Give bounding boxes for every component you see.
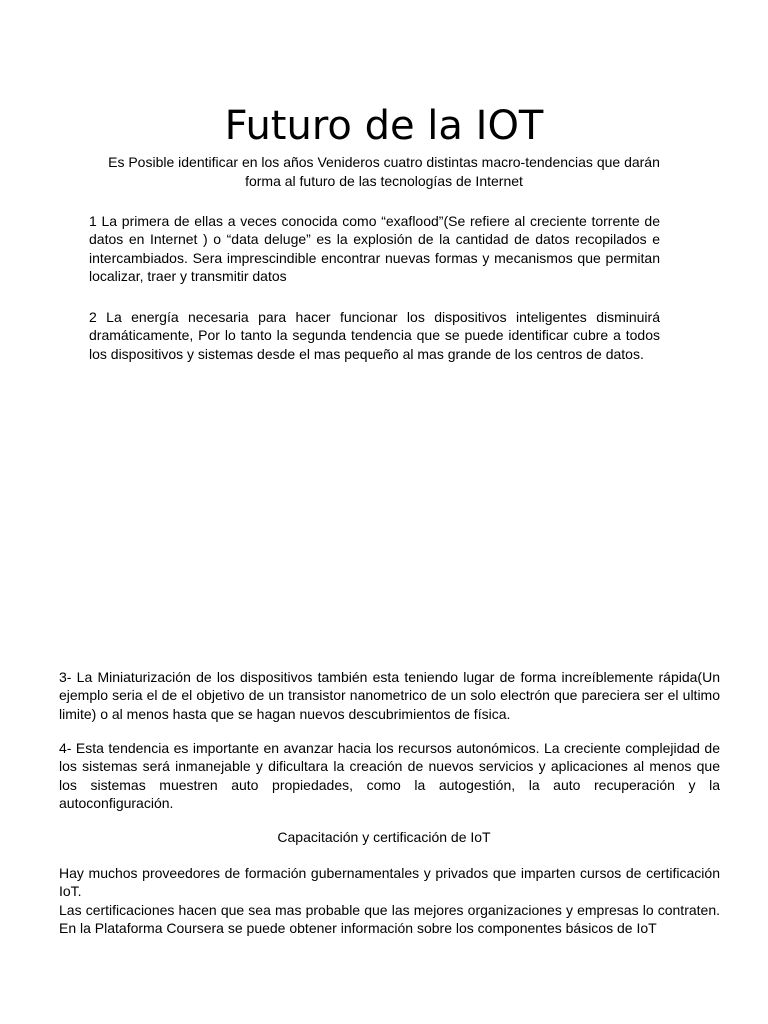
paragraph-trend-1: 1 La primera de ellas a veces conocida como “exaflood”(Se refiere al creciente torrente de datos en Internet ) o “data deluge” es la explosión de la cantidad de datos recopilados e intercambiados. Sera imprescindible encontrar nuevas formas y mecanismos que permitan localizar, traer y transmitir datos bbox=[89, 213, 660, 284]
paragraph-trend-3: 3- La Miniaturización de los dispositivos también esta teniendo lugar de forma increíblemente rápida(Un ejemplo seria el de el objetivo de un transistor nanometrico de un solo electrón que pareciera ser el ultimo limite) o al menos hasta que se hagan nuevos descubrimientos de física. bbox=[59, 669, 720, 722]
closing-section bbox=[59, 864, 720, 937]
paragraph-trend-4: 4- Esta tendencia es importante en avanzar hacia los recursos autonómicos. La creciente complejidad de los sistemas será inmanejable y dificultara la creación de nuevos servicios y aplicaciones al menos que los sistemas muestren auto propiedades, como la autogestión, la auto recuperación y la autoconfiguración. bbox=[59, 740, 720, 811]
closing-paragraph-providers: Hay muchos proveedores de formación gubernamentales y privados que imparten cursos de certificación IoT. bbox=[59, 865, 720, 900]
intro-text: Es Posible identificar en los años Venideros cuatro distintas macro-tendencias que darán forma al futuro de las tecnologías de Internet bbox=[108, 154, 660, 189]
page-title: Futuro de la IOT bbox=[224, 102, 544, 149]
section-heading-certification: Capacitación y certificación de IoT bbox=[277, 829, 491, 845]
paragraph-trend-2: 2 La energía necesaria para hacer funcionar los dispositivos inteligentes disminuirá dramáticamente, Por lo tanto la segunda tendencia que se puede identificar cubre a todos los dispositivos y sistemas desde el mas pequeño al mas grande de los centros de datos. bbox=[89, 309, 660, 362]
closing-paragraph-certifications: Las certificaciones hacen que sea mas probable que las mejores organizaciones y empresas lo contraten. En la Plataforma Coursera se puede obtener información sobre los componentes básicos de IoT bbox=[59, 901, 720, 936]
